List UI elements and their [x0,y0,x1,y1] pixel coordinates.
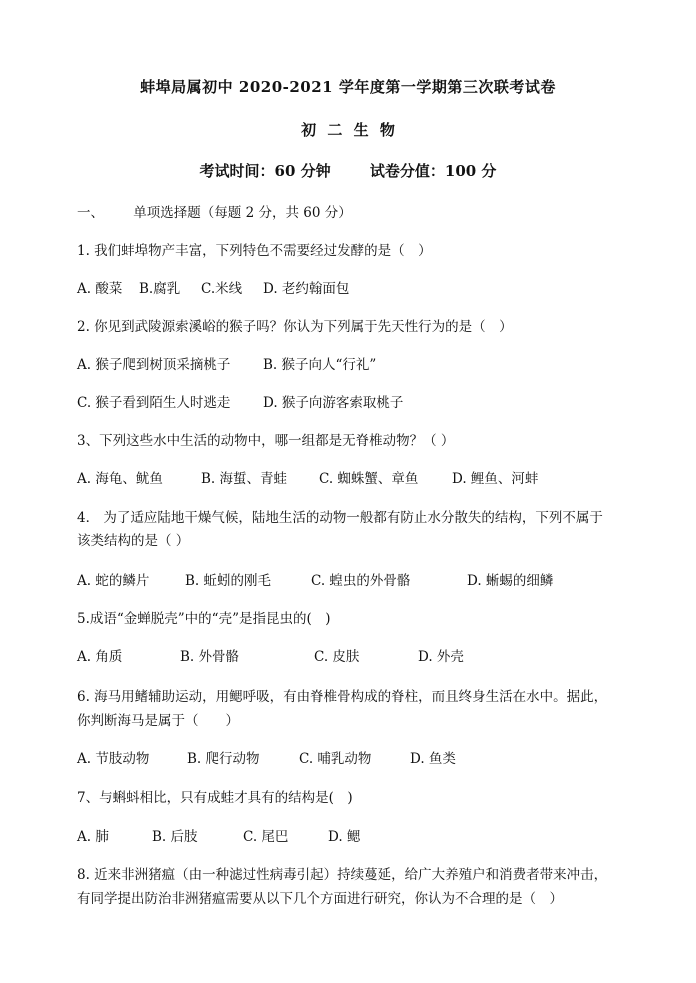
question-7-options [77,825,360,845]
question-1-options [77,277,349,297]
question-4-options [77,569,553,589]
option: A. 角质 [77,649,123,665]
section-number: 一、 [77,205,104,221]
option: D. 外壳 [418,649,464,665]
question-3-options [77,467,538,487]
option: C.米线 [201,281,243,297]
question-8-stem: 8. 近来非洲猪瘟（由一种滤过性病毒引起）持续蔓延，给广大养殖户和消费者带来冲击， [77,867,608,883]
option: B. 海蜇、青蛙 [201,471,288,487]
option: B. 后肢 [152,829,198,845]
option: D. 老约翰面包 [263,281,350,297]
question-5-stem: 5.成语“金蝉脱壳”中的“壳”是指昆虫的( ) [77,611,331,627]
option: D. 鳃 [328,829,361,845]
exam-time: 考试时间：60 分钟 [199,162,331,180]
section-heading [77,201,352,221]
option: B. 爬行动物 [187,751,260,767]
question-2-options-row2 [77,391,403,411]
option: C. 皮肤 [314,649,360,665]
section-title: 单项选择题（每题 2 分，共 60 分） [133,205,352,221]
question-4-stem: 4． 为了适应陆地干燥气候，陆地生活的动物一般都有防止水分散失的结构，下列不属于 [77,510,603,526]
option: A. 猴子爬到树顶采摘桃子 [77,357,231,373]
question-6-stem: 6. 海马用鳍辅助运动，用鳃呼吸，有由脊椎骨构成的脊柱，而且终身生活在水中。据此， [77,689,608,705]
option: C. 尾巴 [243,829,289,845]
option: A. 酸菜 [77,281,123,297]
question-2-options-row1 [77,353,376,373]
question-6-stem-cont: 你判断海马是属于（ ） [77,713,239,729]
option: C. 蜘蛛蟹、章鱼 [319,471,419,487]
option: A. 节肢动物 [77,751,150,767]
option: C. 蝗虫的外骨骼 [311,573,411,589]
question-6-options [77,747,456,767]
option: D. 鲤鱼、河蚌 [452,471,539,487]
question-1-stem: 1. 我们蚌埠物产丰富，下列特色不需要经过发酵的是（ ） [77,243,432,259]
option: D. 鱼类 [410,751,456,767]
option: B.腐乳 [139,281,181,297]
question-3-stem: 3、下列这些水中生活的动物中，哪一组都是无脊椎动物？（ ） [77,433,455,449]
question-8-stem-cont: 有同学提出防治非洲猪瘟需要从以下几个方面进行研究，你认为不合理的是（ ） [77,891,563,907]
question-4-stem-cont: 该类结构的是（ ） [77,533,190,549]
option: A. 海龟、鱿鱼 [77,471,163,487]
option: D. 蜥蜴的细鳞 [467,573,554,589]
option: C. 猴子看到陌生人时逃走 [77,395,231,411]
question-5-options [77,645,464,665]
option: B. 蚯蚓的刚毛 [185,573,272,589]
option: C. 哺乳动物 [299,751,372,767]
option: A. 肺 [77,829,109,845]
exam-title: 蚌埠局属初中 2020-2021 学年度第一学期第三次联考试卷 [140,78,556,96]
option: B. 猴子向人“行礼” [263,357,377,373]
exam-score: 试卷分值：100 分 [369,162,497,180]
exam-subject: 初 二 生 物 [301,121,395,139]
option: A. 蛇的鳞片 [77,573,150,589]
option: B. 外骨骼 [180,649,240,665]
option: D. 猴子向游客索取桃子 [263,395,404,411]
question-7-stem: 7、与蝌蚪相比，只有成蛙才具有的结构是( ) [77,790,353,806]
exam-meta [0,160,696,181]
question-2-stem: 2. 你见到武陵源索溪峪的猴子吗？你认为下列属于先天性行为的是（ ） [77,319,513,335]
